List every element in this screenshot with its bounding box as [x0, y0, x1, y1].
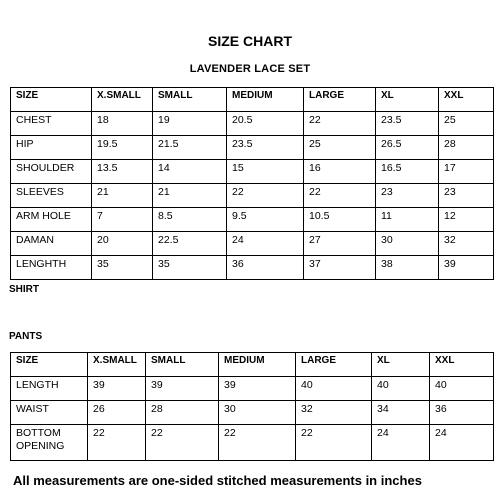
table-cell: 22	[88, 425, 146, 461]
table-cell: 39	[146, 377, 219, 401]
page-subtitle: LAVENDER LACE SET	[189, 63, 311, 75]
table-cell: 26	[88, 401, 146, 425]
table-row	[11, 401, 494, 425]
column-header: SMALL	[146, 353, 219, 377]
table-row	[11, 256, 494, 280]
column-header: SIZE	[11, 353, 88, 377]
table-cell: 39	[219, 377, 296, 401]
table-cell: 25	[304, 136, 376, 160]
table-cell: 24	[227, 232, 304, 256]
table-cell: 25	[439, 112, 494, 136]
column-header: X.SMALL	[88, 353, 146, 377]
table-cell: 35	[153, 256, 227, 280]
table-cell: 17	[439, 160, 494, 184]
table-cell: SHOULDER	[11, 160, 92, 184]
table-cell: 37	[304, 256, 376, 280]
table-cell: 23.5	[227, 136, 304, 160]
table-cell: 36	[227, 256, 304, 280]
table-cell: 32	[439, 232, 494, 256]
table-header-row	[11, 88, 494, 112]
column-header: X.SMALL	[92, 88, 153, 112]
table-row	[11, 377, 494, 401]
table-cell: 16	[304, 160, 376, 184]
shirt-section-label: SHIRT	[9, 284, 39, 295]
table-cell: 22	[296, 425, 372, 461]
table-cell: 22	[304, 112, 376, 136]
table-cell: LENGHTH	[11, 256, 92, 280]
table-cell: 19	[153, 112, 227, 136]
table-cell: 13.5	[92, 160, 153, 184]
table-cell: 28	[439, 136, 494, 160]
table-cell: HIP	[11, 136, 92, 160]
column-header: SMALL	[153, 88, 227, 112]
pants-section-label: PANTS	[9, 331, 43, 342]
table-cell: 26.5	[376, 136, 439, 160]
table-row	[11, 425, 494, 461]
table-cell: 38	[376, 256, 439, 280]
pants-size-table	[10, 352, 494, 461]
table-cell: 35	[92, 256, 153, 280]
table-cell: 32	[296, 401, 372, 425]
column-header: MEDIUM	[219, 353, 296, 377]
table-cell: 15	[227, 160, 304, 184]
table-cell: 19.5	[92, 136, 153, 160]
table-cell: CHEST	[11, 112, 92, 136]
table-cell: 40	[430, 377, 494, 401]
table-cell: 39	[88, 377, 146, 401]
column-header: MEDIUM	[227, 88, 304, 112]
table-cell: 36	[430, 401, 494, 425]
table-cell: 21.5	[153, 136, 227, 160]
table-row	[11, 160, 494, 184]
table-cell: SLEEVES	[11, 184, 92, 208]
table-cell: 20	[92, 232, 153, 256]
table-cell: 16.5	[376, 160, 439, 184]
table-cell: 12	[439, 208, 494, 232]
table-cell: BOTTOM OPENING	[11, 425, 88, 461]
column-header: XL	[372, 353, 430, 377]
table-cell: 23.5	[376, 112, 439, 136]
table-cell: 11	[376, 208, 439, 232]
table-cell: 30	[376, 232, 439, 256]
table-cell: ARM HOLE	[11, 208, 92, 232]
table-cell: 21	[153, 184, 227, 208]
column-header: XXL	[439, 88, 494, 112]
table-cell: 20.5	[227, 112, 304, 136]
table-row	[11, 112, 494, 136]
table-cell: 9.5	[227, 208, 304, 232]
table-cell: 24	[372, 425, 430, 461]
table-cell: 40	[296, 377, 372, 401]
table-cell: 10.5	[304, 208, 376, 232]
table-cell: 24	[430, 425, 494, 461]
column-header: XXL	[430, 353, 494, 377]
table-cell: DAMAN	[11, 232, 92, 256]
table-cell: 18	[92, 112, 153, 136]
table-cell: 23	[376, 184, 439, 208]
table-cell: 40	[372, 377, 430, 401]
table-cell: 22.5	[153, 232, 227, 256]
shirt-size-table	[10, 87, 494, 280]
table-cell: 28	[146, 401, 219, 425]
table-cell: 22	[146, 425, 219, 461]
column-header: XL	[376, 88, 439, 112]
table-row	[11, 184, 494, 208]
table-header-row	[11, 353, 494, 377]
table-cell: WAIST	[11, 401, 88, 425]
table-row	[11, 136, 494, 160]
table-cell: 22	[227, 184, 304, 208]
column-header: LARGE	[296, 353, 372, 377]
table-cell: 23	[439, 184, 494, 208]
table-row	[11, 232, 494, 256]
table-row	[11, 208, 494, 232]
table-cell: LENGTH	[11, 377, 88, 401]
column-header: SIZE	[11, 88, 92, 112]
table-cell: 27	[304, 232, 376, 256]
table-cell: 34	[372, 401, 430, 425]
table-cell: 22	[219, 425, 296, 461]
measurement-note: All measurements are one-sided stitched measurements in inches	[13, 473, 422, 488]
column-header: LARGE	[304, 88, 376, 112]
table-cell: 8.5	[153, 208, 227, 232]
table-cell: 30	[219, 401, 296, 425]
table-cell: 22	[304, 184, 376, 208]
table-cell: 39	[439, 256, 494, 280]
table-cell: 14	[153, 160, 227, 184]
page-title: SIZE CHART	[208, 33, 292, 49]
table-cell: 7	[92, 208, 153, 232]
table-cell: 21	[92, 184, 153, 208]
